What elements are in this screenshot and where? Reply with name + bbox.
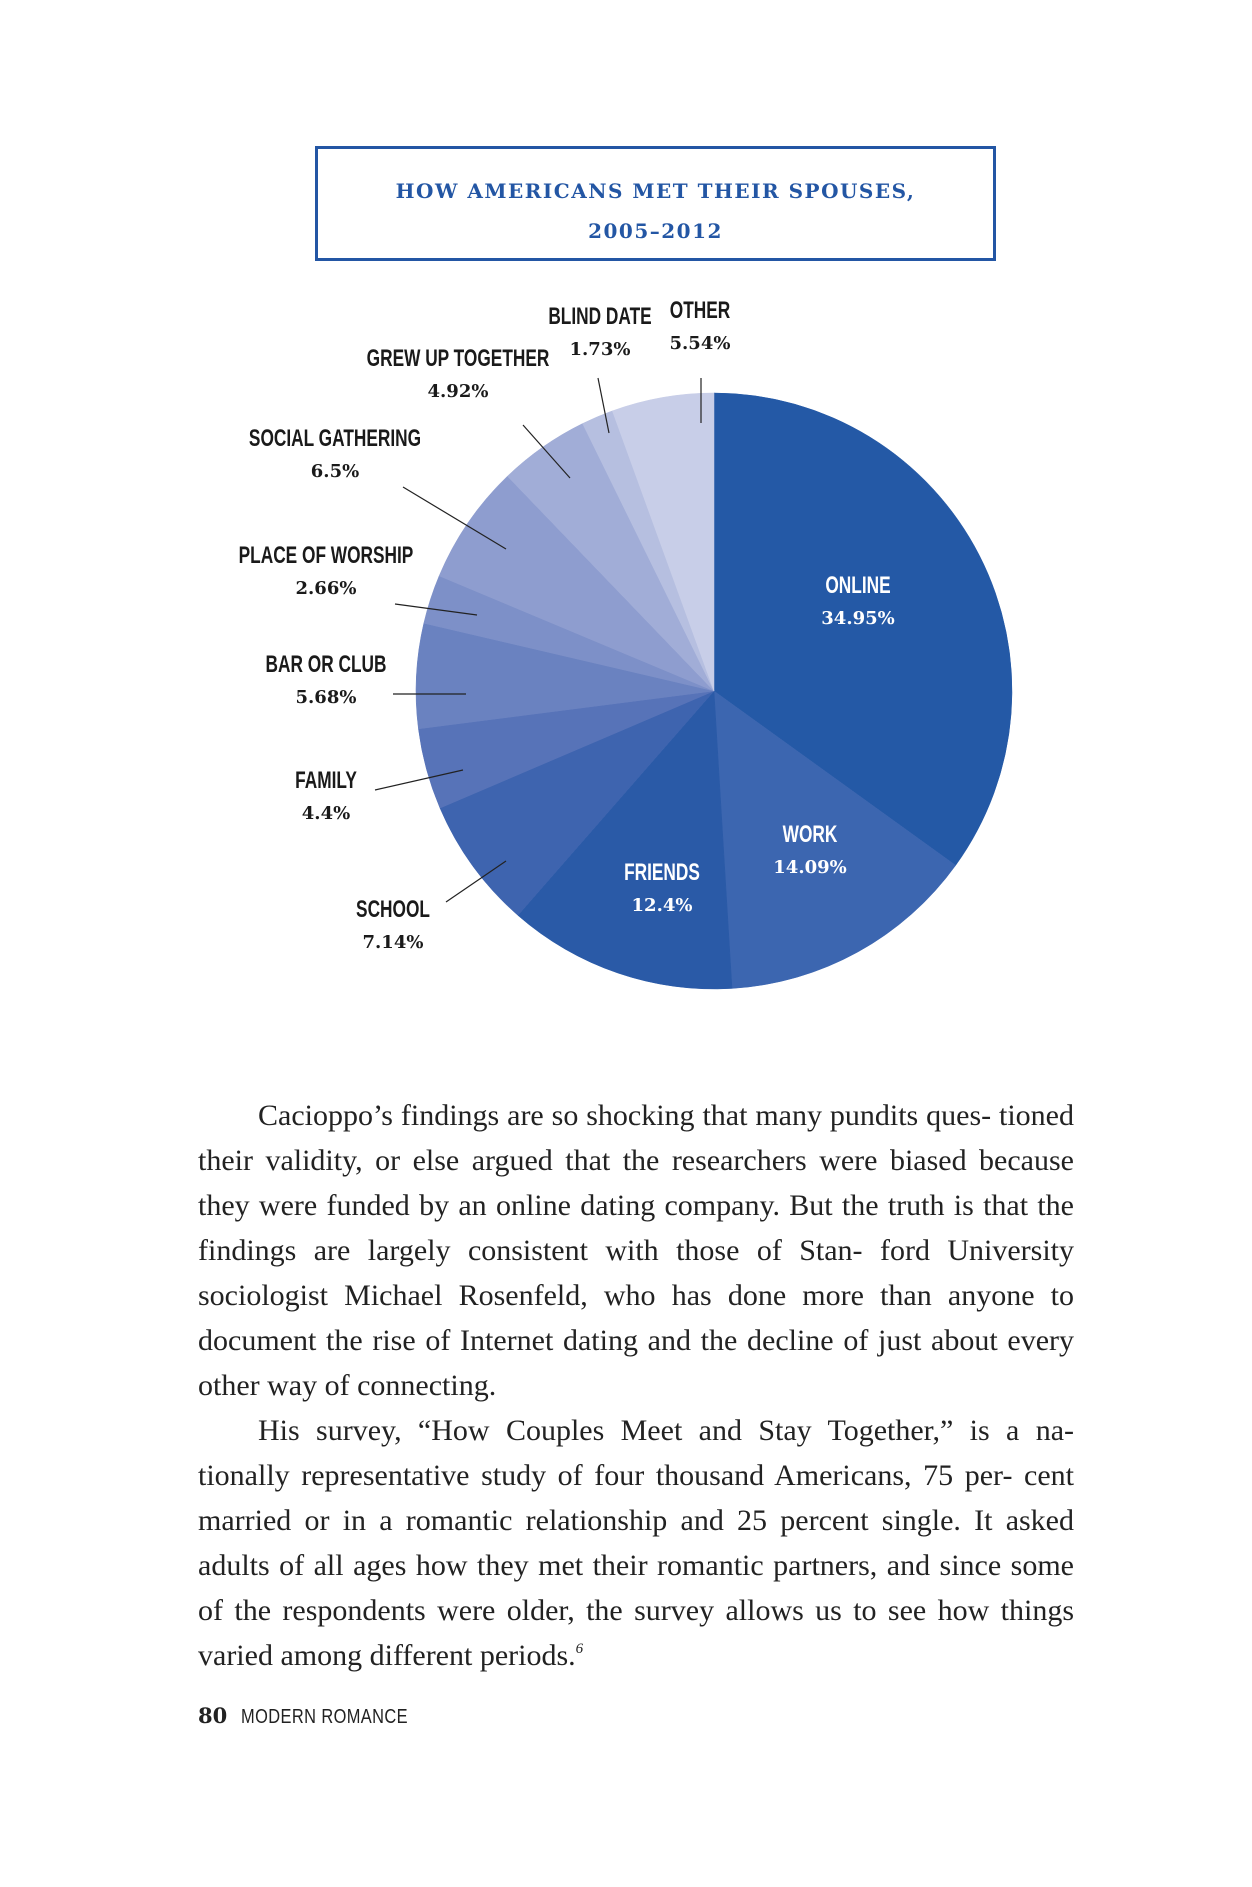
page-number: 80 bbox=[198, 1703, 228, 1728]
slice-value-work: 14.09% bbox=[773, 857, 847, 878]
body-text bbox=[198, 1093, 1074, 1678]
paragraph-2 bbox=[198, 1408, 1074, 1678]
slice-value-social-gathering: 6.5% bbox=[310, 461, 360, 482]
slice-value-friends: 12.4% bbox=[631, 895, 693, 916]
slice-label-other: OTHER bbox=[669, 297, 731, 324]
footnote-marker: 6 bbox=[575, 1641, 584, 1657]
slice-label-family: FAMILY bbox=[295, 767, 357, 794]
slice-value-online: 34.95% bbox=[821, 608, 895, 629]
paragraph-1: Cacioppo’s findings are so shocking that many pundits ques- tioned their validity, or else argued that the researchers were biased because they were funded by an online dating company. But the truth is that the findings are largely consistent with those of Stan- ford University sociologist Michael Rosenfeld, who has done more than anyone to document the rise of Internet dating and the decline of just about every other way of connecting. bbox=[198, 1099, 1074, 1402]
slice-value-blind-date: 1.73% bbox=[569, 339, 631, 360]
slice-value-place-of-worship: 2.66% bbox=[295, 578, 357, 599]
slice-label-online: ONLINE bbox=[825, 572, 891, 599]
page-footer bbox=[198, 1703, 445, 1729]
slice-value-other: 5.54% bbox=[669, 333, 731, 354]
slice-value-grew-up-together: 4.92% bbox=[427, 381, 489, 402]
chart-title: HOW AMERICANS MET THEIR SPOUSES, bbox=[395, 179, 916, 203]
slice-label-friends: FRIENDS bbox=[624, 859, 700, 886]
slice-value-family: 4.4% bbox=[301, 803, 351, 824]
slice-label-grew-up-together: GREW UP TOGETHER bbox=[366, 345, 550, 372]
paragraph-2-text: His survey, “How Couples Meet and Stay Together,” is a na- tionally representative study of four thousand Americans, 75 per- cent married or in a romantic relationship and 25 percent single. It asked adults of all ages how they met their romantic partners, and since some of the respondents were older, the survey allows us to see how things varied among different periods. bbox=[198, 1414, 1074, 1672]
slice-label-bar-or-club: BAR OR CLUB bbox=[265, 651, 387, 678]
slice-label-place-of-worship: PLACE OF WORSHIP bbox=[238, 542, 414, 569]
chart-subtitle: 2005–2012 bbox=[588, 219, 723, 243]
slice-label-social-gathering: SOCIAL GATHERING bbox=[248, 425, 422, 452]
slice-label-school: SCHOOL bbox=[356, 896, 430, 923]
slice-label-work: WORK bbox=[782, 821, 838, 848]
slice-value-school: 7.14% bbox=[362, 932, 424, 953]
running-title: MODERN ROMANCE bbox=[241, 1706, 409, 1728]
slice-value-bar-or-club: 5.68% bbox=[295, 687, 357, 708]
slice-label-blind-date: BLIND DATE bbox=[548, 303, 652, 330]
